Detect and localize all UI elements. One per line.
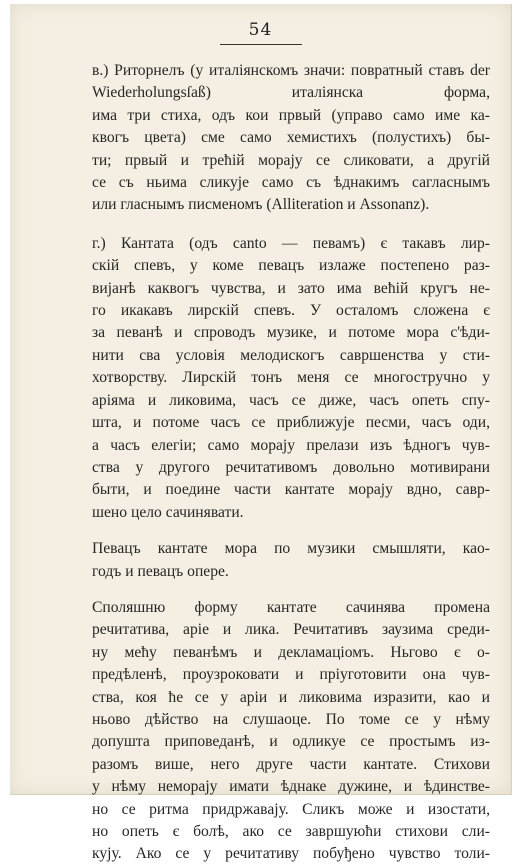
page-number: 54 <box>248 20 273 40</box>
text-line: квогъ цвета) сме само хемистихъ (полустихъ) бы- <box>92 129 490 147</box>
text-line: у нѣму неморају имати ѣднаке дужине, и ѣдинстве- <box>92 778 490 796</box>
text-line: быти, и поедине части кантате морају вдно, савр- <box>92 481 490 499</box>
text-line: предѣленѣ, проузроковати и пріуготовити она чув- <box>92 666 490 684</box>
text-line: хотворству. Лирскій тонъ меня се многостручно у <box>92 369 490 387</box>
text-line: или гласнымъ писменомъ (Alliteration и Assonanz). <box>92 196 430 214</box>
header-rule <box>220 44 302 45</box>
text-line: аріяма и ликовима, часъ се диже, часъ опеть спу- <box>92 391 490 409</box>
text-line: кују. Ако се у речитативу побуђено чувство толи- <box>92 845 490 863</box>
book-page <box>10 4 512 863</box>
text-line: има три стиха, одъ кои првый (управо само име ка- <box>92 106 490 124</box>
text-line: годъ и певацъ опере. <box>92 562 229 580</box>
text-line: за певанѣ и спроводъ музике, и потоме мора с'ѣди- <box>92 324 490 342</box>
page-body <box>92 60 490 866</box>
text-line: ну мећу певанѣмъ и декламаціомъ. Ньгово є о- <box>92 643 490 661</box>
paragraph-singer <box>92 538 490 583</box>
paragraph-cantata <box>92 233 490 524</box>
text-line: но се ритма придржавају. Сликъ може и изостати, <box>92 800 490 818</box>
text-line: г.) Кантата (одъ canto — певамъ) є такавъ лир- <box>92 234 490 252</box>
text-line: ства у другого речитативомъ довольно мотивирани <box>92 458 490 476</box>
text-line: шта, и потоме часъ се приближује песми, часъ оди, <box>92 414 490 432</box>
paragraph-outer-form <box>92 597 490 866</box>
text-line: шено цело сачинявати. <box>92 503 244 521</box>
text-line: допушта приповеданѣ, и одликуе се простымъ из- <box>92 733 490 751</box>
text-line: ти; првый и трећій морају се сликовати, а другій <box>92 151 490 169</box>
text-line: нити сва условія мелодискогъ савршенства у сти- <box>92 346 490 364</box>
text-line: но опеть є болѣ, ако се завршуюћи стихови сли- <box>92 823 490 840</box>
text-line: се съ ньима сликује само съ ѣднакимъ сагласнымъ <box>92 174 490 192</box>
text-line: вијанѣ каквогъ чувства, и зато има већій кругъ не- <box>92 279 490 297</box>
text-line: Певацъ кантате мора по музики смышляти, као- <box>92 540 490 558</box>
text-line: в.) Риторнелъ (у италіянскомъ значи: повратный ставъ der Wiederholungsſaß) италіянска форма, <box>92 62 490 102</box>
text-line: а часъ елегіи; само морају прелази изъ ѣдногъ чув- <box>92 436 490 454</box>
text-line: ства, коя ће се у аріи и ликовима изразити, као и <box>92 688 490 706</box>
text-line: речитатива, аріе и лика. Речитативъ заузима среди- <box>92 621 490 639</box>
text-line: го икакавъ лирскій спевъ. У осталомъ сложена є <box>92 302 490 320</box>
text-line: Споляшню форму кантате сачинява промена <box>92 598 490 616</box>
text-line: ньово дѣйство на слушаоце. По томе се у нѣму <box>92 710 490 728</box>
text-line: разомъ више, него друге части кантате. Стихови <box>92 755 490 773</box>
text-line: скій спевъ, у коме певацъ излаже постепено раз- <box>92 257 490 275</box>
paragraph-ritornel <box>92 60 490 217</box>
